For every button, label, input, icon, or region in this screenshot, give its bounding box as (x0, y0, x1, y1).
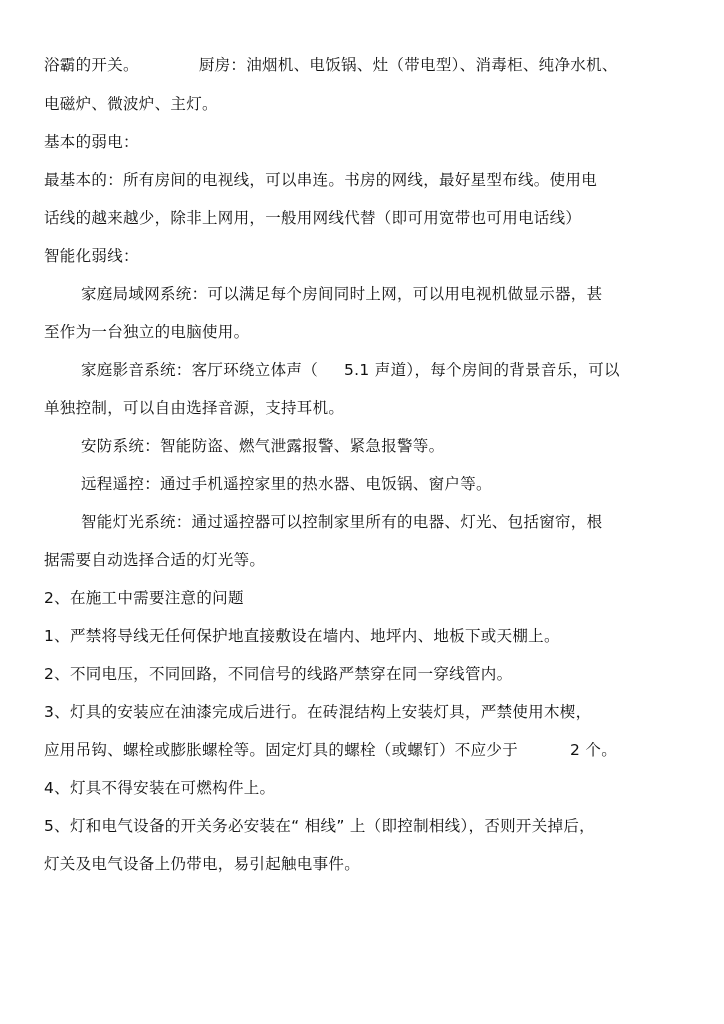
text-line: 灯关及电气设备上仍带电，易引起触电事件。 (44, 855, 361, 873)
list-item: 2、不同电压，不同回路，不同信号的线路严禁穿在同一穿线管内。 (44, 665, 513, 683)
text-line: 至作为一台独立的电脑使用。 (44, 323, 250, 341)
text-line (44, 55, 618, 75)
text-line (44, 740, 617, 760)
text-line: 最基本的：所有房间的电视线，可以串连。书房的网线，最好星型布线。使用电 (44, 171, 598, 189)
list-item: 4、灯具不得安装在可燃构件上。 (44, 779, 276, 797)
text-line: 单独控制，可以自由选择音源，支持耳机。 (44, 399, 345, 417)
text-line: 话线的越来越少，除非上网用，一般用网线代替（即可用宽带也可用电话线） (44, 209, 582, 227)
section-heading: 智能化弱线： (44, 247, 139, 265)
list-item: 3、灯具的安装应在油漆完成后进行。在砖混结构上安装灯具，严禁使用木楔， (44, 703, 592, 721)
text-line: 智能灯光系统：通过遥控器可以控制家里所有的电器、灯光、包括窗帘，根 (81, 513, 603, 531)
text-line (81, 360, 620, 380)
section-heading: 基本的弱电： (44, 133, 139, 151)
text-line: 家庭局域网系统：可以满足每个房间同时上网，可以用电视机做显示器，甚 (81, 285, 603, 303)
text-segment: 应用吊钩、螺栓或膨胀螺栓等。固定灯具的螺栓（或螺钉）不应少于 (44, 741, 519, 759)
text-segment: 厨房：油烟机、电饭锅、灶（带电型）、消毒柜、纯净水机、 (198, 56, 618, 74)
section-heading: 2、在施工中需要注意的问题 (44, 589, 244, 607)
text-segment: 2 个。 (570, 741, 618, 759)
text-line: 电磁炉、微波炉、主灯。 (44, 95, 218, 113)
text-line: 远程遥控：通过手机遥控家里的热水器、电饭锅、窗户等。 (81, 475, 492, 493)
text-line: 安防系统：智能防盗、燃气泄露报警、紧急报警等。 (81, 437, 445, 455)
text-segment: 浴霸的开关。 (44, 56, 139, 74)
list-item: 5、灯和电气设备的开关务必安装在“ 相线” 上（即控制相线），否则开关掉后， (44, 817, 595, 835)
text-segment: 5.1 声道），每个房间的背景音乐，可以 (344, 361, 620, 379)
text-line: 据需要自动选择合适的灯光等。 (44, 551, 266, 569)
list-item: 1、严禁将导线无任何保护地直接敷设在墙内、地坪内、地板下或天棚上。 (44, 627, 560, 645)
text-segment: 家庭影音系统：客厅环绕立体声（ (81, 361, 319, 379)
